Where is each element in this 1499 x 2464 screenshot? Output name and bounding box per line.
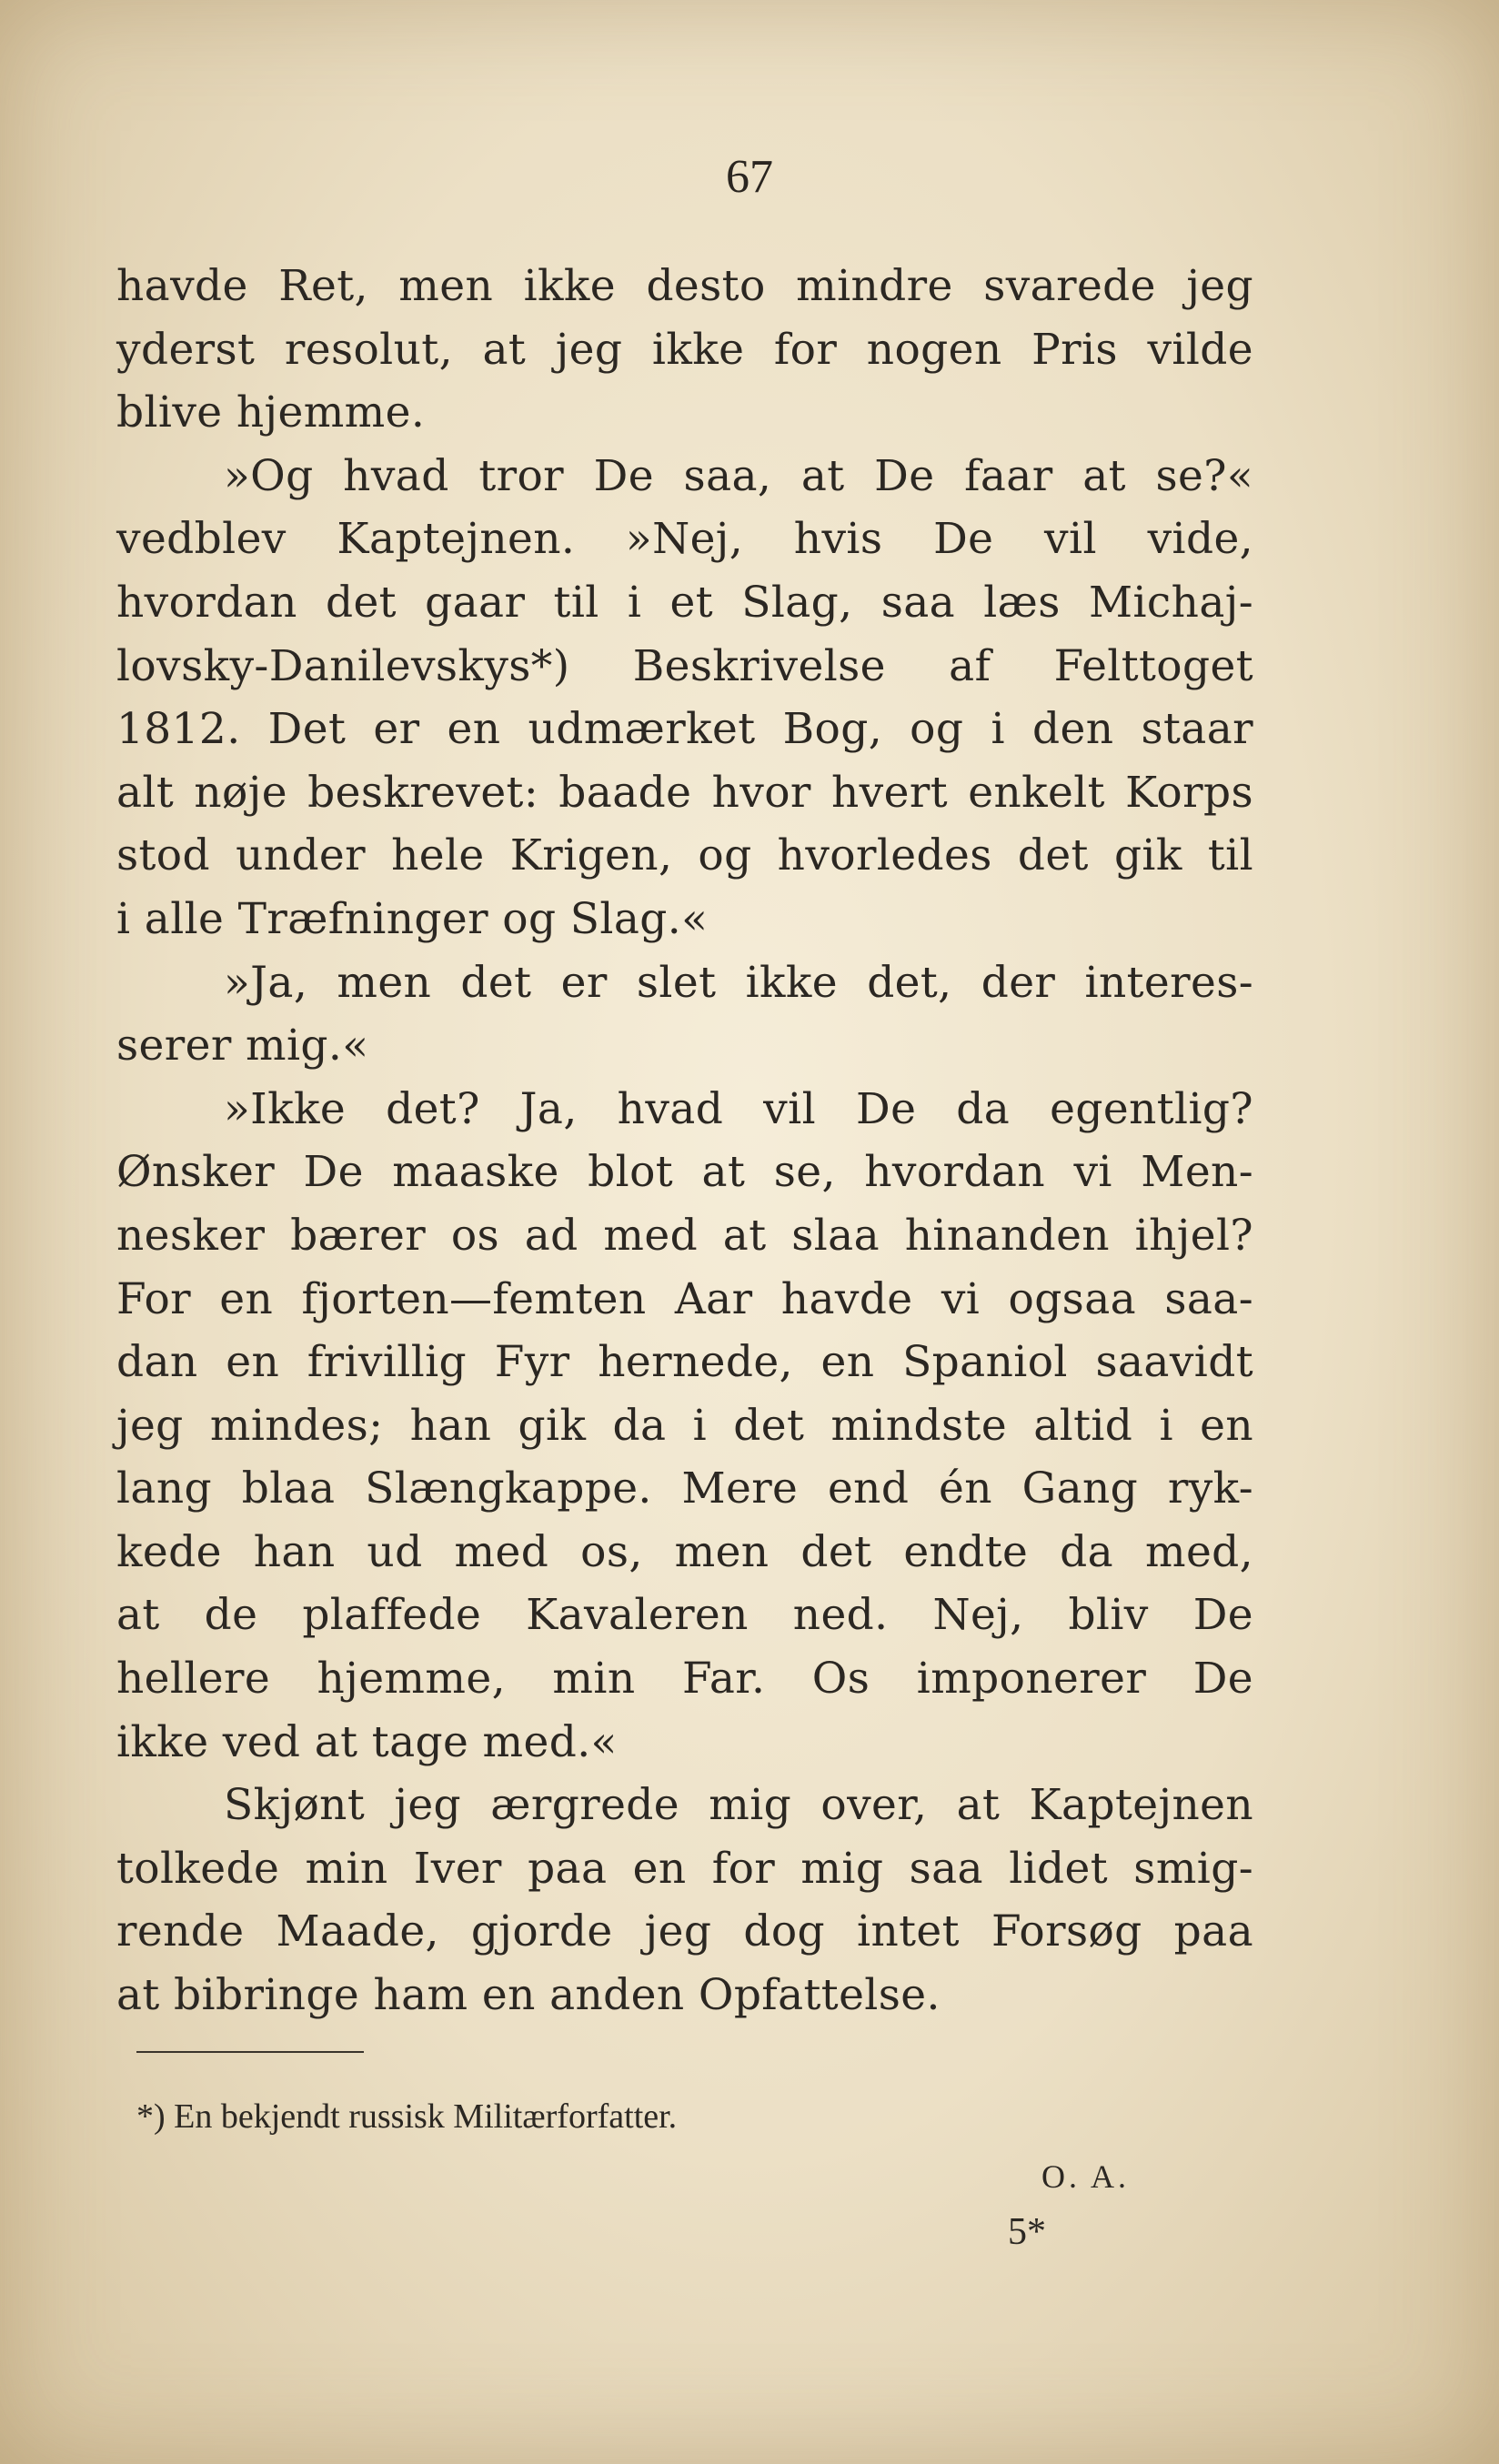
text-line: rende Maade, gjorde jeg dog intet Forsøg paa <box>116 1906 1253 1957</box>
text-line: i alle Træfninger og Slag.« <box>116 893 709 944</box>
text-line: »Ikke det? Ja, hvad vil De da egentlig? <box>224 1083 1253 1134</box>
footnote-divider <box>136 2051 364 2053</box>
text-line: yderst resolut, at jeg ikke for nogen Pris vilde <box>116 324 1253 375</box>
paragraph <box>116 951 1253 1078</box>
text-line: alt nøje beskrevet: baade hvor hvert enkelt Korps <box>116 767 1253 818</box>
paragraph <box>116 1078 1253 1775</box>
text-line: nesker bærer os ad med at slaa hinanden ihjel? <box>116 1210 1253 1261</box>
text-line: havde Ret, men ikke desto mindre svarede jeg <box>116 261 1253 311</box>
text-line: hvordan det gaar til i et Slag, saa læs Michaj- <box>116 577 1253 628</box>
text-line: tolkede min Iver paa en for mig saa lidet smig- <box>116 1843 1253 1894</box>
text-line: lovsky-Danilevskys*) Beskrivelse af Felttoget <box>116 640 1253 691</box>
paragraph <box>116 255 1253 445</box>
text-line: stod under hele Krigen, og hvorledes det gik til <box>116 830 1253 881</box>
text-line: »Ja, men det er slet ikke det, der interes- <box>224 957 1253 1008</box>
text-line: vedblev Kaptejnen. »Nej, hvis De vil vide, <box>116 514 1253 565</box>
body-text <box>116 255 1253 2027</box>
text-line: serer mig.« <box>116 1021 369 1071</box>
text-line: For en fjorten—femten Aar havde vi ogsaa saa- <box>116 1273 1253 1324</box>
text-line: kede han ud med os, men det endte da med, <box>116 1526 1253 1577</box>
text-line: at bibringe ham en anden Opfattelse. <box>116 1970 941 2021</box>
footnote: *) En bekjendt russisk Militærforfatter. <box>136 2097 678 2136</box>
page-number: 67 <box>726 151 773 203</box>
signature-initials: O. A. <box>1041 2158 1131 2195</box>
text-line: dan en frivillig Fyr hernede, en Spaniol saavidt <box>116 1337 1253 1388</box>
paragraph <box>116 445 1253 951</box>
text-line: hellere hjemme, min Far. Os imponerer De <box>116 1654 1253 1705</box>
paragraph <box>116 1774 1253 2027</box>
text-line: 1812. Det er en udmærket Bog, og i den staar <box>116 704 1253 755</box>
text-line: Ønsker De maaske blot at se, hvordan vi Men- <box>116 1147 1253 1198</box>
text-line: lang blaa Slængkappe. Mere end én Gang ryk- <box>116 1463 1253 1514</box>
text-line: »Og hvad tror De saa, at De faar at se?« <box>224 450 1253 501</box>
text-line: blive hjemme. <box>116 387 426 438</box>
signature-mark: 5* <box>1008 2211 1046 2253</box>
text-line: ikke ved at tage med.« <box>116 1716 618 1767</box>
text-line: Skjønt jeg ærgrede mig over, at Kaptejnen <box>224 1780 1253 1831</box>
text-line: at de plaffede Kavaleren ned. Nej, bliv De <box>116 1590 1253 1641</box>
text-line: jeg mindes; han gik da i det mindste altid i en <box>116 1400 1253 1451</box>
